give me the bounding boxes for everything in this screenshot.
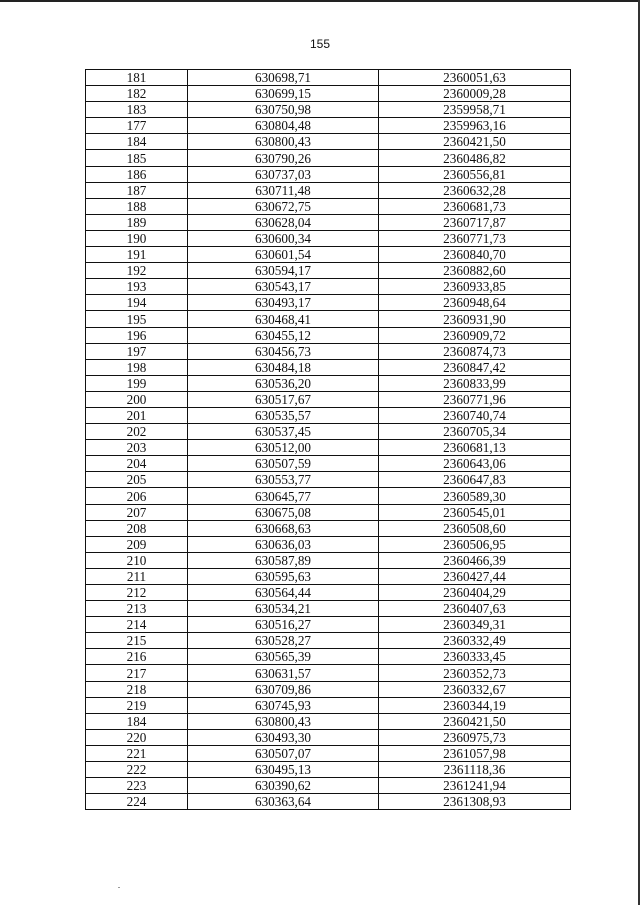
y-coordinate-cell: 2360009,28 xyxy=(379,86,571,102)
y-coordinate-cell: 2360771,96 xyxy=(379,391,571,407)
x-coordinate-cell: 630675,08 xyxy=(188,504,379,520)
y-coordinate-cell: 2360466,39 xyxy=(379,552,571,568)
y-coordinate-cell: 2361118,36 xyxy=(379,762,571,778)
y-coordinate-cell: 2360874,73 xyxy=(379,343,571,359)
x-coordinate-cell: 630800,43 xyxy=(188,713,379,729)
x-coordinate-cell: 630468,41 xyxy=(188,311,379,327)
point-number-cell: 207 xyxy=(86,504,188,520)
y-coordinate-cell: 2360333,45 xyxy=(379,649,571,665)
x-coordinate-cell: 630537,45 xyxy=(188,424,379,440)
table-row xyxy=(86,86,571,102)
x-coordinate-cell: 630512,00 xyxy=(188,440,379,456)
y-coordinate-cell: 2360681,13 xyxy=(379,440,571,456)
x-coordinate-cell: 630528,27 xyxy=(188,633,379,649)
x-coordinate-cell: 630594,17 xyxy=(188,263,379,279)
table-row xyxy=(86,118,571,134)
y-coordinate-cell: 2360833,99 xyxy=(379,375,571,391)
x-coordinate-cell: 630455,12 xyxy=(188,327,379,343)
y-coordinate-cell: 2360506,95 xyxy=(379,536,571,552)
point-number-cell: 215 xyxy=(86,633,188,649)
table-row xyxy=(86,729,571,745)
table-row xyxy=(86,617,571,633)
y-coordinate-cell: 2360643,06 xyxy=(379,456,571,472)
x-coordinate-cell: 630517,67 xyxy=(188,391,379,407)
point-number-cell: 200 xyxy=(86,391,188,407)
y-coordinate-cell: 2360717,87 xyxy=(379,214,571,230)
x-coordinate-cell: 630790,26 xyxy=(188,150,379,166)
x-coordinate-cell: 630699,15 xyxy=(188,86,379,102)
point-number-cell: 209 xyxy=(86,536,188,552)
x-coordinate-cell: 630601,54 xyxy=(188,247,379,263)
x-coordinate-cell: 630750,98 xyxy=(188,102,379,118)
x-coordinate-cell: 630495,13 xyxy=(188,762,379,778)
x-coordinate-cell: 630745,93 xyxy=(188,697,379,713)
point-number-cell: 184 xyxy=(86,134,188,150)
table-row xyxy=(86,762,571,778)
point-number-cell: 212 xyxy=(86,585,188,601)
y-coordinate-cell: 2360647,83 xyxy=(379,472,571,488)
point-number-cell: 206 xyxy=(86,488,188,504)
point-number-cell: 197 xyxy=(86,343,188,359)
point-number-cell: 208 xyxy=(86,520,188,536)
y-coordinate-cell: 2360933,85 xyxy=(379,279,571,295)
table-row xyxy=(86,359,571,375)
y-coordinate-cell: 2360486,82 xyxy=(379,150,571,166)
y-coordinate-cell: 2360421,50 xyxy=(379,134,571,150)
point-number-cell: 190 xyxy=(86,230,188,246)
table-row xyxy=(86,166,571,182)
table-row xyxy=(86,665,571,681)
table-row xyxy=(86,472,571,488)
table-row xyxy=(86,263,571,279)
x-coordinate-cell: 630631,57 xyxy=(188,665,379,681)
x-coordinate-cell: 630553,77 xyxy=(188,472,379,488)
y-coordinate-cell: 2360427,44 xyxy=(379,568,571,584)
point-number-cell: 188 xyxy=(86,198,188,214)
y-coordinate-cell: 2360740,74 xyxy=(379,407,571,423)
table-row xyxy=(86,488,571,504)
x-coordinate-cell: 630363,64 xyxy=(188,794,379,810)
scan-artifact xyxy=(118,887,120,888)
point-number-cell: 201 xyxy=(86,407,188,423)
y-coordinate-cell: 2360332,49 xyxy=(379,633,571,649)
table-row xyxy=(86,279,571,295)
x-coordinate-cell: 630636,03 xyxy=(188,536,379,552)
table-row xyxy=(86,697,571,713)
y-coordinate-cell: 2360556,81 xyxy=(379,166,571,182)
x-coordinate-cell: 630390,62 xyxy=(188,778,379,794)
table-row xyxy=(86,230,571,246)
point-number-cell: 194 xyxy=(86,295,188,311)
table-row xyxy=(86,504,571,520)
y-coordinate-cell: 2360882,60 xyxy=(379,263,571,279)
x-coordinate-cell: 630493,17 xyxy=(188,295,379,311)
table-row xyxy=(86,295,571,311)
y-coordinate-cell: 2361308,93 xyxy=(379,794,571,810)
y-coordinate-cell: 2360407,63 xyxy=(379,601,571,617)
table-row xyxy=(86,440,571,456)
x-coordinate-cell: 630645,77 xyxy=(188,488,379,504)
point-number-cell: 203 xyxy=(86,440,188,456)
y-coordinate-cell: 2360508,60 xyxy=(379,520,571,536)
y-coordinate-cell: 2361241,94 xyxy=(379,778,571,794)
point-number-cell: 211 xyxy=(86,568,188,584)
y-coordinate-cell: 2360840,70 xyxy=(379,247,571,263)
table-row xyxy=(86,745,571,761)
point-number-cell: 204 xyxy=(86,456,188,472)
y-coordinate-cell: 2360404,29 xyxy=(379,585,571,601)
point-number-cell: 210 xyxy=(86,552,188,568)
point-number-cell: 184 xyxy=(86,713,188,729)
table-row xyxy=(86,601,571,617)
table-row xyxy=(86,568,571,584)
x-coordinate-cell: 630543,17 xyxy=(188,279,379,295)
point-number-cell: 181 xyxy=(86,70,188,86)
x-coordinate-cell: 630672,75 xyxy=(188,198,379,214)
point-number-cell: 189 xyxy=(86,214,188,230)
x-coordinate-cell: 630698,71 xyxy=(188,70,379,86)
point-number-cell: 202 xyxy=(86,424,188,440)
point-number-cell: 187 xyxy=(86,182,188,198)
point-number-cell: 198 xyxy=(86,359,188,375)
point-number-cell: 223 xyxy=(86,778,188,794)
point-number-cell: 213 xyxy=(86,601,188,617)
table-row xyxy=(86,198,571,214)
point-number-cell: 177 xyxy=(86,118,188,134)
x-coordinate-cell: 630507,59 xyxy=(188,456,379,472)
x-coordinate-cell: 630456,73 xyxy=(188,343,379,359)
coordinates-table xyxy=(85,69,571,810)
y-coordinate-cell: 2360771,73 xyxy=(379,230,571,246)
y-coordinate-cell: 2360332,67 xyxy=(379,681,571,697)
table-row xyxy=(86,102,571,118)
y-coordinate-cell: 2361057,98 xyxy=(379,745,571,761)
point-number-cell: 222 xyxy=(86,762,188,778)
y-coordinate-cell: 2360051,63 xyxy=(379,70,571,86)
x-coordinate-cell: 630737,03 xyxy=(188,166,379,182)
y-coordinate-cell: 2360349,31 xyxy=(379,617,571,633)
point-number-cell: 183 xyxy=(86,102,188,118)
table-row xyxy=(86,794,571,810)
table-row xyxy=(86,343,571,359)
point-number-cell: 205 xyxy=(86,472,188,488)
table-row xyxy=(86,214,571,230)
point-number-cell: 216 xyxy=(86,649,188,665)
table-row xyxy=(86,311,571,327)
table-row xyxy=(86,520,571,536)
x-coordinate-cell: 630534,21 xyxy=(188,601,379,617)
table-row xyxy=(86,182,571,198)
point-number-cell: 199 xyxy=(86,375,188,391)
page-top-edge xyxy=(0,0,640,2)
point-number-cell: 191 xyxy=(86,247,188,263)
y-coordinate-cell: 2360681,73 xyxy=(379,198,571,214)
table-row xyxy=(86,391,571,407)
point-number-cell: 192 xyxy=(86,263,188,279)
y-coordinate-cell: 2360632,28 xyxy=(379,182,571,198)
x-coordinate-cell: 630804,48 xyxy=(188,118,379,134)
y-coordinate-cell: 2360705,34 xyxy=(379,424,571,440)
point-number-cell: 214 xyxy=(86,617,188,633)
y-coordinate-cell: 2360975,73 xyxy=(379,729,571,745)
table-row xyxy=(86,552,571,568)
table-row xyxy=(86,424,571,440)
point-number-cell: 196 xyxy=(86,327,188,343)
table-row xyxy=(86,456,571,472)
point-number-cell: 186 xyxy=(86,166,188,182)
y-coordinate-cell: 2359963,16 xyxy=(379,118,571,134)
x-coordinate-cell: 630535,57 xyxy=(188,407,379,423)
x-coordinate-cell: 630536,20 xyxy=(188,375,379,391)
table-row xyxy=(86,536,571,552)
y-coordinate-cell: 2360847,42 xyxy=(379,359,571,375)
point-number-cell: 182 xyxy=(86,86,188,102)
x-coordinate-cell: 630507,07 xyxy=(188,745,379,761)
x-coordinate-cell: 630628,04 xyxy=(188,214,379,230)
y-coordinate-cell: 2360344,19 xyxy=(379,697,571,713)
table-row xyxy=(86,150,571,166)
y-coordinate-cell: 2360909,72 xyxy=(379,327,571,343)
x-coordinate-cell: 630516,27 xyxy=(188,617,379,633)
y-coordinate-cell: 2360352,73 xyxy=(379,665,571,681)
point-number-cell: 218 xyxy=(86,681,188,697)
point-number-cell: 217 xyxy=(86,665,188,681)
table-row xyxy=(86,585,571,601)
y-coordinate-cell: 2360931,90 xyxy=(379,311,571,327)
y-coordinate-cell: 2360589,30 xyxy=(379,488,571,504)
table-row xyxy=(86,134,571,150)
x-coordinate-cell: 630595,63 xyxy=(188,568,379,584)
x-coordinate-cell: 630564,44 xyxy=(188,585,379,601)
page-number: 155 xyxy=(309,37,331,51)
y-coordinate-cell: 2360545,01 xyxy=(379,504,571,520)
x-coordinate-cell: 630800,43 xyxy=(188,134,379,150)
x-coordinate-cell: 630484,18 xyxy=(188,359,379,375)
x-coordinate-cell: 630709,86 xyxy=(188,681,379,697)
point-number-cell: 224 xyxy=(86,794,188,810)
y-coordinate-cell: 2360948,64 xyxy=(379,295,571,311)
table-row xyxy=(86,327,571,343)
table-row xyxy=(86,649,571,665)
point-number-cell: 185 xyxy=(86,150,188,166)
table-row xyxy=(86,375,571,391)
y-coordinate-cell: 2359958,71 xyxy=(379,102,571,118)
table-row xyxy=(86,713,571,729)
table-row xyxy=(86,633,571,649)
point-number-cell: 221 xyxy=(86,745,188,761)
table-row xyxy=(86,407,571,423)
table-row xyxy=(86,681,571,697)
point-number-cell: 193 xyxy=(86,279,188,295)
y-coordinate-cell: 2360421,50 xyxy=(379,713,571,729)
table-row xyxy=(86,778,571,794)
x-coordinate-cell: 630565,39 xyxy=(188,649,379,665)
table-row xyxy=(86,247,571,263)
point-number-cell: 219 xyxy=(86,697,188,713)
x-coordinate-cell: 630668,63 xyxy=(188,520,379,536)
x-coordinate-cell: 630711,48 xyxy=(188,182,379,198)
coordinates-table-body xyxy=(86,70,571,810)
table-row xyxy=(86,70,571,86)
x-coordinate-cell: 630587,89 xyxy=(188,552,379,568)
point-number-cell: 220 xyxy=(86,729,188,745)
x-coordinate-cell: 630600,34 xyxy=(188,230,379,246)
point-number-cell: 195 xyxy=(86,311,188,327)
x-coordinate-cell: 630493,30 xyxy=(188,729,379,745)
